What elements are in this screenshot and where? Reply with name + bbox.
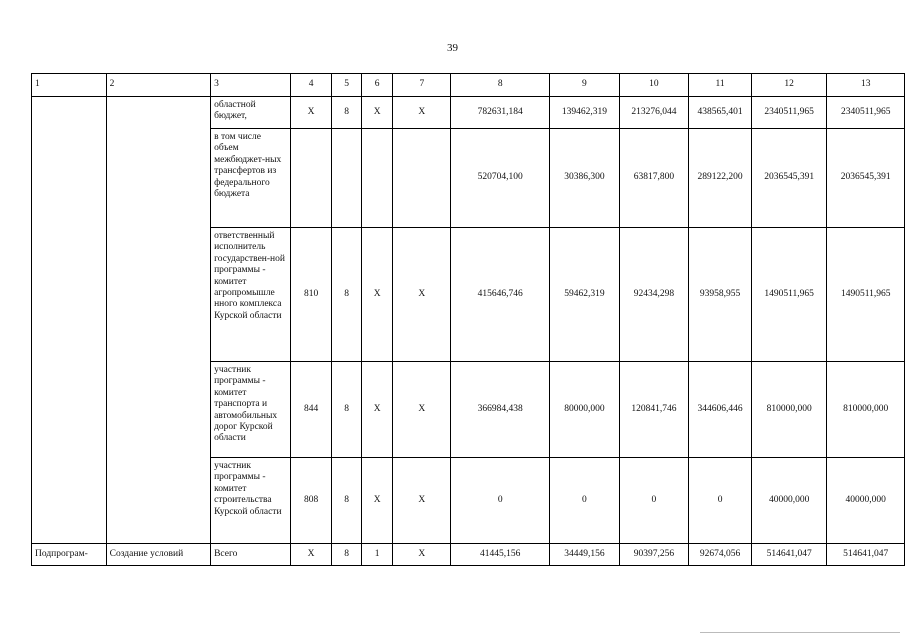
table-cell: Х [393, 228, 451, 362]
scan-artifact-line [700, 632, 900, 633]
table-cell [361, 129, 393, 228]
table-cell: 810 [290, 228, 331, 362]
table-cell: 438565,401 [689, 97, 752, 129]
table-cell: 30386,300 [550, 129, 620, 228]
table-cell: Х [361, 97, 393, 129]
table-cell [290, 129, 331, 228]
table-cell: 810000,000 [827, 362, 905, 458]
header-cell: 6 [361, 74, 393, 97]
table-cell: 90397,256 [619, 544, 689, 566]
table-cell: 34449,156 [550, 544, 620, 566]
table-cell: 344606,446 [689, 362, 752, 458]
table-row [32, 544, 905, 566]
header-cell: 9 [550, 74, 620, 97]
subprogram-name-cell: Создание условий [106, 544, 210, 566]
header-cell: 8 [451, 74, 550, 97]
table-cell: Х [393, 362, 451, 458]
table-cell: 92434,298 [619, 228, 689, 362]
row-description: ответственный исполнитель государствен-ной программы - комитет агропромышле нного комплекса Курской области [211, 228, 291, 362]
table-cell: Х [393, 458, 451, 544]
table-cell: Х [393, 544, 451, 566]
table-cell: 40000,000 [751, 458, 827, 544]
table-cell: 59462,319 [550, 228, 620, 362]
table-cell: Х [361, 458, 393, 544]
header-cell: 5 [332, 74, 362, 97]
table-cell: 40000,000 [827, 458, 905, 544]
table-row [32, 97, 905, 129]
page-number: 39 [447, 42, 458, 54]
table-cell: 120841,746 [619, 362, 689, 458]
table-cell [393, 129, 451, 228]
header-cell: 1 [32, 74, 107, 97]
table-cell: 808 [290, 458, 331, 544]
table-cell: 782631,184 [451, 97, 550, 129]
table-cell: Х [361, 362, 393, 458]
table-cell: 1 [361, 544, 393, 566]
table-cell: 289122,200 [689, 129, 752, 228]
table-cell: 8 [332, 97, 362, 129]
header-cell: 12 [751, 74, 827, 97]
table-cell: 514641,047 [827, 544, 905, 566]
header-cell: 11 [689, 74, 752, 97]
header-cell: 3 [211, 74, 291, 97]
table-cell: 415646,746 [451, 228, 550, 362]
table-cell: 8 [332, 362, 362, 458]
table-cell: Х [393, 97, 451, 129]
table-cell: 0 [451, 458, 550, 544]
row-description: Всего [211, 544, 291, 566]
table-cell: 0 [550, 458, 620, 544]
table-cell: 2340511,965 [751, 97, 827, 129]
table-cell: 810000,000 [751, 362, 827, 458]
header-cell: 7 [393, 74, 451, 97]
table-cell: 93958,955 [689, 228, 752, 362]
table-cell: 366984,438 [451, 362, 550, 458]
header-cell: 10 [619, 74, 689, 97]
budget-table [31, 73, 905, 566]
table-cell: 139462,319 [550, 97, 620, 129]
header-row [32, 74, 905, 97]
table-cell: 2340511,965 [827, 97, 905, 129]
table-cell: Х [290, 97, 331, 129]
merged-empty-cell [32, 97, 107, 544]
header-cell: 4 [290, 74, 331, 97]
table-cell: 92674,056 [689, 544, 752, 566]
table-cell: 213276,044 [619, 97, 689, 129]
row-description: областной бюджет, [211, 97, 291, 129]
table-cell: 2036545,391 [827, 129, 905, 228]
header-cell: 2 [106, 74, 210, 97]
table-cell: 1490511,965 [751, 228, 827, 362]
table-cell: 2036545,391 [751, 129, 827, 228]
subprogram-cell: Подпрограм- [32, 544, 107, 566]
table-cell: 8 [332, 544, 362, 566]
header-cell: 13 [827, 74, 905, 97]
merged-empty-cell [106, 97, 210, 544]
table-cell: 63817,800 [619, 129, 689, 228]
row-description: в том числе объем межбюджет-ных трансфертов из федерального бюджета [211, 129, 291, 228]
table-cell: 8 [332, 228, 362, 362]
table-cell: 41445,156 [451, 544, 550, 566]
table-cell: 8 [332, 458, 362, 544]
table-cell: Х [361, 228, 393, 362]
table-cell: 520704,100 [451, 129, 550, 228]
table-cell: 514641,047 [751, 544, 827, 566]
table-cell: 80000,000 [550, 362, 620, 458]
table-cell: 1490511,965 [827, 228, 905, 362]
row-description: участник программы - комитет строительства Курской области [211, 458, 291, 544]
table-cell: 0 [619, 458, 689, 544]
table-cell: 844 [290, 362, 331, 458]
row-description: участник программы - комитет транспорта и автомобильных дорог Курской области [211, 362, 291, 458]
table-cell: 0 [689, 458, 752, 544]
table-cell: Х [290, 544, 331, 566]
table-cell [332, 129, 362, 228]
